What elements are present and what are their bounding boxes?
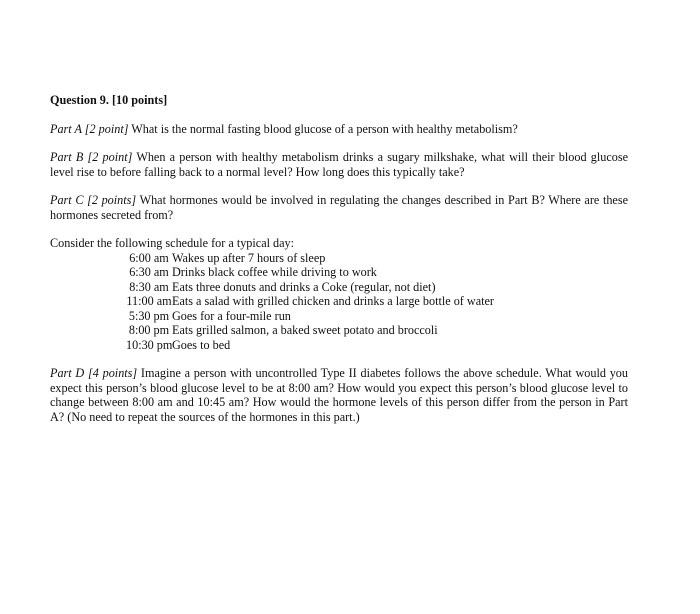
schedule-time [50,251,172,266]
question-content [50,93,628,438]
schedule-row [50,309,628,324]
schedule-row [50,294,628,309]
schedule-row [50,251,628,266]
part-d-text: Imagine a person with uncontrolled Type II diabetes follows the above schedule. What would you expect this person’s blood glucose level to be at 8:00 am? How would you expect this person’s blood glucose level to change between 8:00 am and 10:45 am? How would the hormone levels of this person differ from the person in Part A? (No need to repeat the sources of the hormones in this part.) [50,366,628,424]
schedule-intro: Consider the following schedule for a typical day: [50,236,295,250]
schedule-row [50,265,628,280]
schedule-time-value: 6:00 am [129,250,169,265]
part-a-text: What is the normal fasting blood glucose of a person with healthy metabolism? [128,121,518,136]
schedule-activity: Eats three donuts and drinks a Coke (regular, not diet) [172,279,436,294]
schedule-list [50,251,628,353]
part-c-text: What hormones would be involved in regulating the changes described in Part B? Where are these hormones secreted from? [50,193,628,222]
schedule-time-value: 8:00 pm [128,323,170,337]
part-a-label: Part A [2 point] [50,121,129,136]
schedule-time-value: 6:30 am [129,265,169,279]
schedule-row [50,338,628,353]
part-d [50,366,628,424]
schedule-activity: Drinks black coffee while driving to work [172,265,377,279]
schedule-time-value: 8:30 am [129,279,169,294]
schedule-activity: Goes to bed [172,337,231,352]
schedule-time [50,338,172,353]
schedule-row [50,280,628,295]
part-a [50,122,628,137]
question-title: Question 9. [10 points] [50,93,168,107]
part-b-text: When a person with healthy metabolism drinks a sugary milkshake, what will their blood glucose level rise to before falling back to a normal level? How long does this typically take? [50,150,628,179]
schedule-time-value: 5:30 pm [128,308,170,323]
schedule-time [50,294,172,309]
part-b [50,150,628,179]
schedule-activity: Goes for a four-mile run [172,308,291,323]
schedule-activity: Eats a salad with grilled chicken and drinks a large bottle of water [172,294,494,308]
schedule-activity: Wakes up after 7 hours of sleep [172,250,326,265]
schedule-time [50,323,172,338]
schedule-activity: Eats grilled salmon, a baked sweet potato and broccoli [172,323,438,337]
schedule-time [50,280,172,295]
schedule-row [50,323,628,338]
part-b-label: Part B [2 point] [50,150,133,164]
schedule-time [50,309,172,324]
schedule-time-value: 11:00 am [126,294,172,308]
schedule-time-value: 10:30 pm [126,337,173,352]
part-d-label: Part D [4 points] [50,366,138,380]
part-c-label: Part C [2 points] [50,193,137,207]
part-c [50,193,628,222]
schedule-time [50,265,172,280]
